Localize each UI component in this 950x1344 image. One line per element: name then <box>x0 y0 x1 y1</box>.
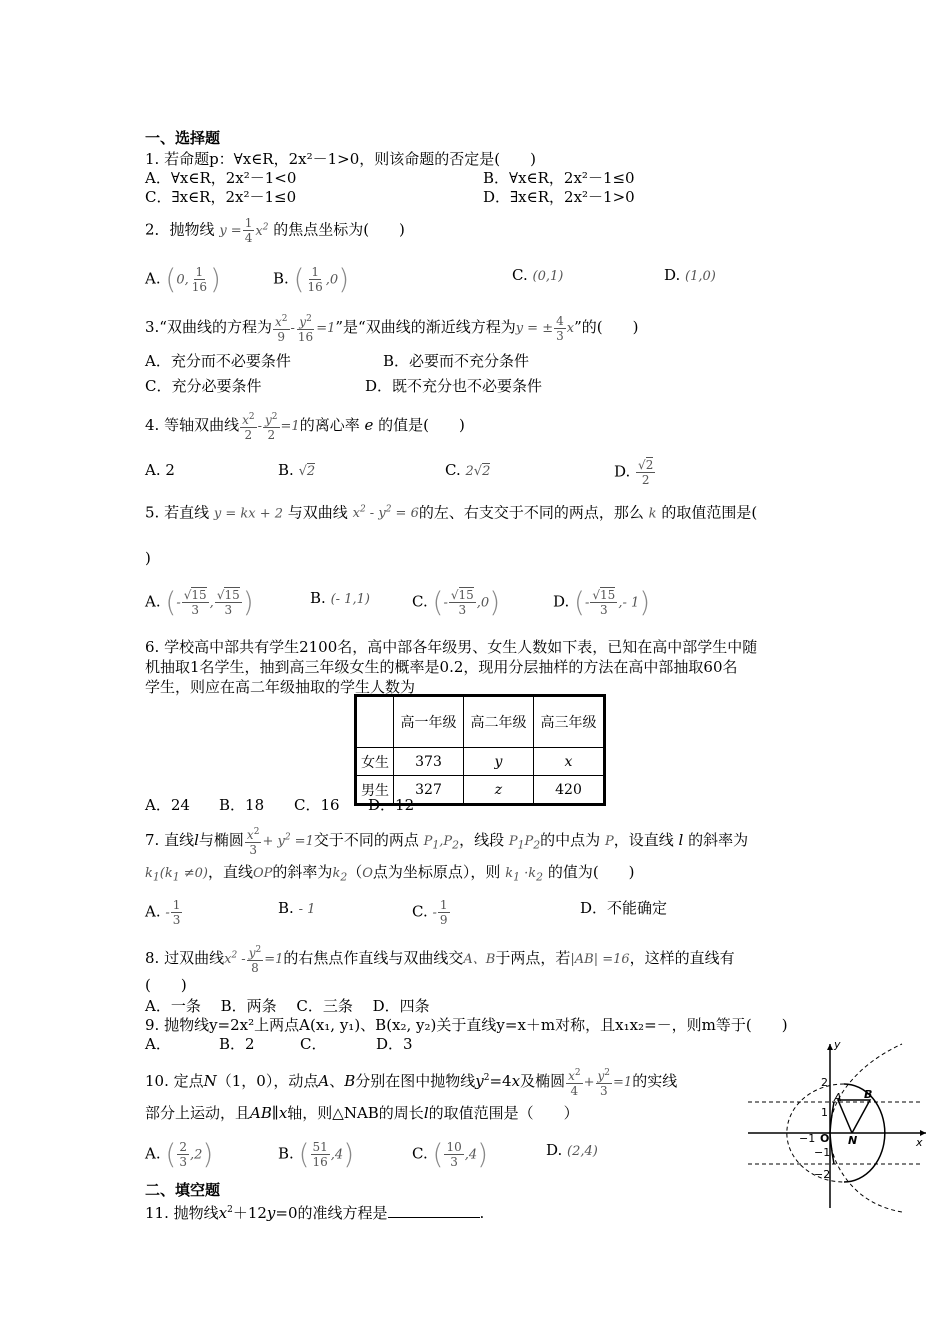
q8-options: A．一条 B．两条 C．三条 D．四条 <box>145 997 430 1015</box>
q6-option-c: C．16 <box>294 796 340 814</box>
table-cell: x <box>534 748 605 776</box>
tick-label-2: 2 <box>821 1076 828 1089</box>
q2-option-b: B. ( $\frac{1}{16}$ ,0) <box>273 262 350 296</box>
q9-option-a: A． <box>145 1035 171 1053</box>
y-axis-label: y <box>834 1038 841 1051</box>
q1-option-a: A．∀x∈R，2x²－1<0 <box>145 169 297 187</box>
q6-option-d: D．12 <box>368 796 415 814</box>
q1-option-d: D．∃x∈R，2x²－1>0 <box>483 188 635 206</box>
q3-option-a: A．充分而不必要条件 <box>145 352 291 370</box>
q10-figure <box>742 1038 932 1214</box>
y-axis-arrow-icon <box>827 1044 833 1050</box>
section-heading-choice: 一、选择题 <box>145 129 221 147</box>
q10-option-c: C. ( $\frac{10}{3}$ ,4) <box>412 1137 489 1171</box>
point-b-label: B <box>864 1088 873 1101</box>
q5-option-b: B. (- 1,1) <box>310 589 370 607</box>
q6-line2: 机抽取1名学生，抽到高三年级女生的概率是0.2，现用分层抽样的方法在高中部抽取60名 <box>145 658 738 676</box>
q8-stem: 8. 过双曲线$x^2$ - $\frac{y^2}{8}$ =1的右焦点作直线与双曲线交A、B于两点，若|AB| =16，这样的直线有 <box>145 945 735 975</box>
q4-option-a: A. 2 <box>145 461 175 479</box>
table-header-row <box>356 696 605 748</box>
q1-option-c: C．∃x∈R，2x²－1≤0 <box>145 188 297 206</box>
x-axis-label: x <box>916 1136 923 1149</box>
q1-stem: 1. 若命题p：∀x∈R，2x²－1>0，则该命题的否定是( ) <box>145 150 536 168</box>
origin-label: O <box>820 1132 830 1145</box>
q10-stem-line2: 部分上运动，且AB∥x轴，则△NAB的周长l的取值范围是（ ） <box>145 1104 579 1122</box>
q7-stem-line2: $k_1(k_1 \ne 0)$，直线OP的斜率为$k_2(O$点为坐标原点），则 $k_1 \cdot k_2$ 的值为( ) <box>145 863 635 884</box>
table-cell: 327 <box>394 776 464 805</box>
grade-table <box>354 694 606 806</box>
table-cell: 420 <box>534 776 605 805</box>
q5-stem-close: ) <box>145 549 151 567</box>
triangle-nab <box>838 1100 870 1133</box>
section-heading-fill: 二、填空题 <box>145 1181 221 1199</box>
table-cell: 女生 <box>356 748 394 776</box>
q10-option-d: D. (2,4) <box>546 1141 598 1159</box>
q6-line1: 6. 学校高中部共有学生2100名，高中部各年级男、女生人数如下表，已知在高中部学生中随 <box>145 638 758 656</box>
q5-stem: 5. 若直线 y = kx + 2 与双曲线 $x^2 - y^2 = 6$的左、右支交于不同的两点，那么 k 的取值范围是( <box>145 503 758 522</box>
q2-option-c: C. (0,1) <box>512 266 564 284</box>
q4-option-d: D. $\frac{√2}{2}$ <box>614 458 654 487</box>
q7-stem-line1: 7. 直线l与椭圆 $\frac{x^2}{3}$ + $y^2 =1$交于不同的两点 $P_1,P_2$，线段 $P_1P_2$的中点为 P，设直线 l 的斜率为 <box>145 827 749 857</box>
table-header-cell: 高三年级 <box>534 696 605 748</box>
q8-stem-close: ( ) <box>145 976 187 994</box>
q2-option-a: A. (0, $\frac{1}{16}$ ) <box>145 262 221 296</box>
table-cell: 373 <box>394 748 464 776</box>
q1-option-b: B．∀x∈R，2x²－1≤0 <box>483 169 635 187</box>
tick-label-minus-1: −1 <box>814 1146 831 1159</box>
q3-option-b: B．必要而不充分条件 <box>383 352 530 370</box>
tick-label-1: 1 <box>821 1106 828 1119</box>
q4-option-c: C. 2√2 <box>445 461 491 479</box>
q9-option-d: D．3 <box>376 1035 413 1053</box>
table-cell: z <box>464 776 534 805</box>
answer-blank[interactable] <box>388 1217 480 1218</box>
table-header-cell <box>356 696 394 748</box>
point-a-label: A <box>834 1091 842 1104</box>
q5-option-d: D. (- $\frac{√15}{3}$ ,- 1) <box>553 585 651 619</box>
q7-option-b: B. - 1 <box>278 899 316 917</box>
q5-option-c: C. (- $\frac{√15}{3}$ ,0) <box>412 585 501 619</box>
q9-option-b: B．2 <box>219 1035 255 1053</box>
q5-option-a: A. (- $\frac{√15}{3}$ , $\frac{√15}{3}$ ) <box>145 585 254 619</box>
q6-option-a: A．24 <box>145 796 190 814</box>
q6-line3: 学生，则应在高二年级抽取的学生人数为 <box>145 678 416 696</box>
q10-option-b: B. ( $\frac{51}{16}$ ,4) <box>278 1137 355 1171</box>
q4-stem: 4. 等轴双曲线 $\frac{x^2}{2}$ - $\frac{y^2}{2}$ =1的离心率 e 的值是( ) <box>145 412 465 442</box>
table-cell: y <box>464 748 534 776</box>
table-header-cell: 高一年级 <box>394 696 464 748</box>
point-n-label: N <box>848 1134 858 1147</box>
q4-option-b: B. √2 <box>278 461 316 479</box>
q7-option-c: C. - $\frac{1}{9}$ <box>412 898 448 927</box>
q6-option-b: B．18 <box>219 796 265 814</box>
q3-stem: 3.“双曲线的方程为 $\frac{x^2}{9}$ - $\frac{y^2}{16}$ =1”是“双曲线的渐近线方程为y = ± $\frac{4}{3}$ x”的( ) <box>145 313 639 344</box>
q3-option-d: D．既不充分也不必要条件 <box>365 377 543 395</box>
tick-label-minus-2: −2 <box>814 1168 831 1181</box>
table-cell: 男生 <box>356 776 394 805</box>
table-row <box>356 748 605 776</box>
q11-stem: 11. 抛物线$x^2+12y=0$的准线方程是 . <box>145 1204 485 1222</box>
q3-option-c: C．充分必要条件 <box>145 377 262 395</box>
table-header-cell: 高二年级 <box>464 696 534 748</box>
q7-option-d: D．不能确定 <box>580 899 668 917</box>
tick-label-x-minus-1: −1 <box>799 1132 816 1145</box>
q9-option-c: C． <box>300 1035 327 1053</box>
q2-stem: 2．抛物线 y = $\frac{1}{4}$ $x^2$ 的焦点坐标为( ) <box>145 216 405 245</box>
q9-stem: 9. 抛物线y=2x²上两点A(x₁, y₁)、B(x₂, y₂)关于直线y=x＋m对称，且x₁x₂=－，则m等于( ) <box>145 1016 788 1034</box>
q2-option-d: D. (1,0) <box>664 266 716 284</box>
q10-option-a: A. ( $\frac{2}{3}$ ,2) <box>145 1137 214 1171</box>
q7-option-a: A. - $\frac{1}{3}$ <box>145 898 181 927</box>
q10-stem-line1: 10. 定点N（1，0），动点A、B分别在图中抛物线$y^2=4x$及椭圆 $\frac{x^2}{4}$ + $\frac{y^2}{3}$ =1的实线 <box>145 1068 678 1098</box>
parabola-dashed-lower <box>830 1133 902 1212</box>
